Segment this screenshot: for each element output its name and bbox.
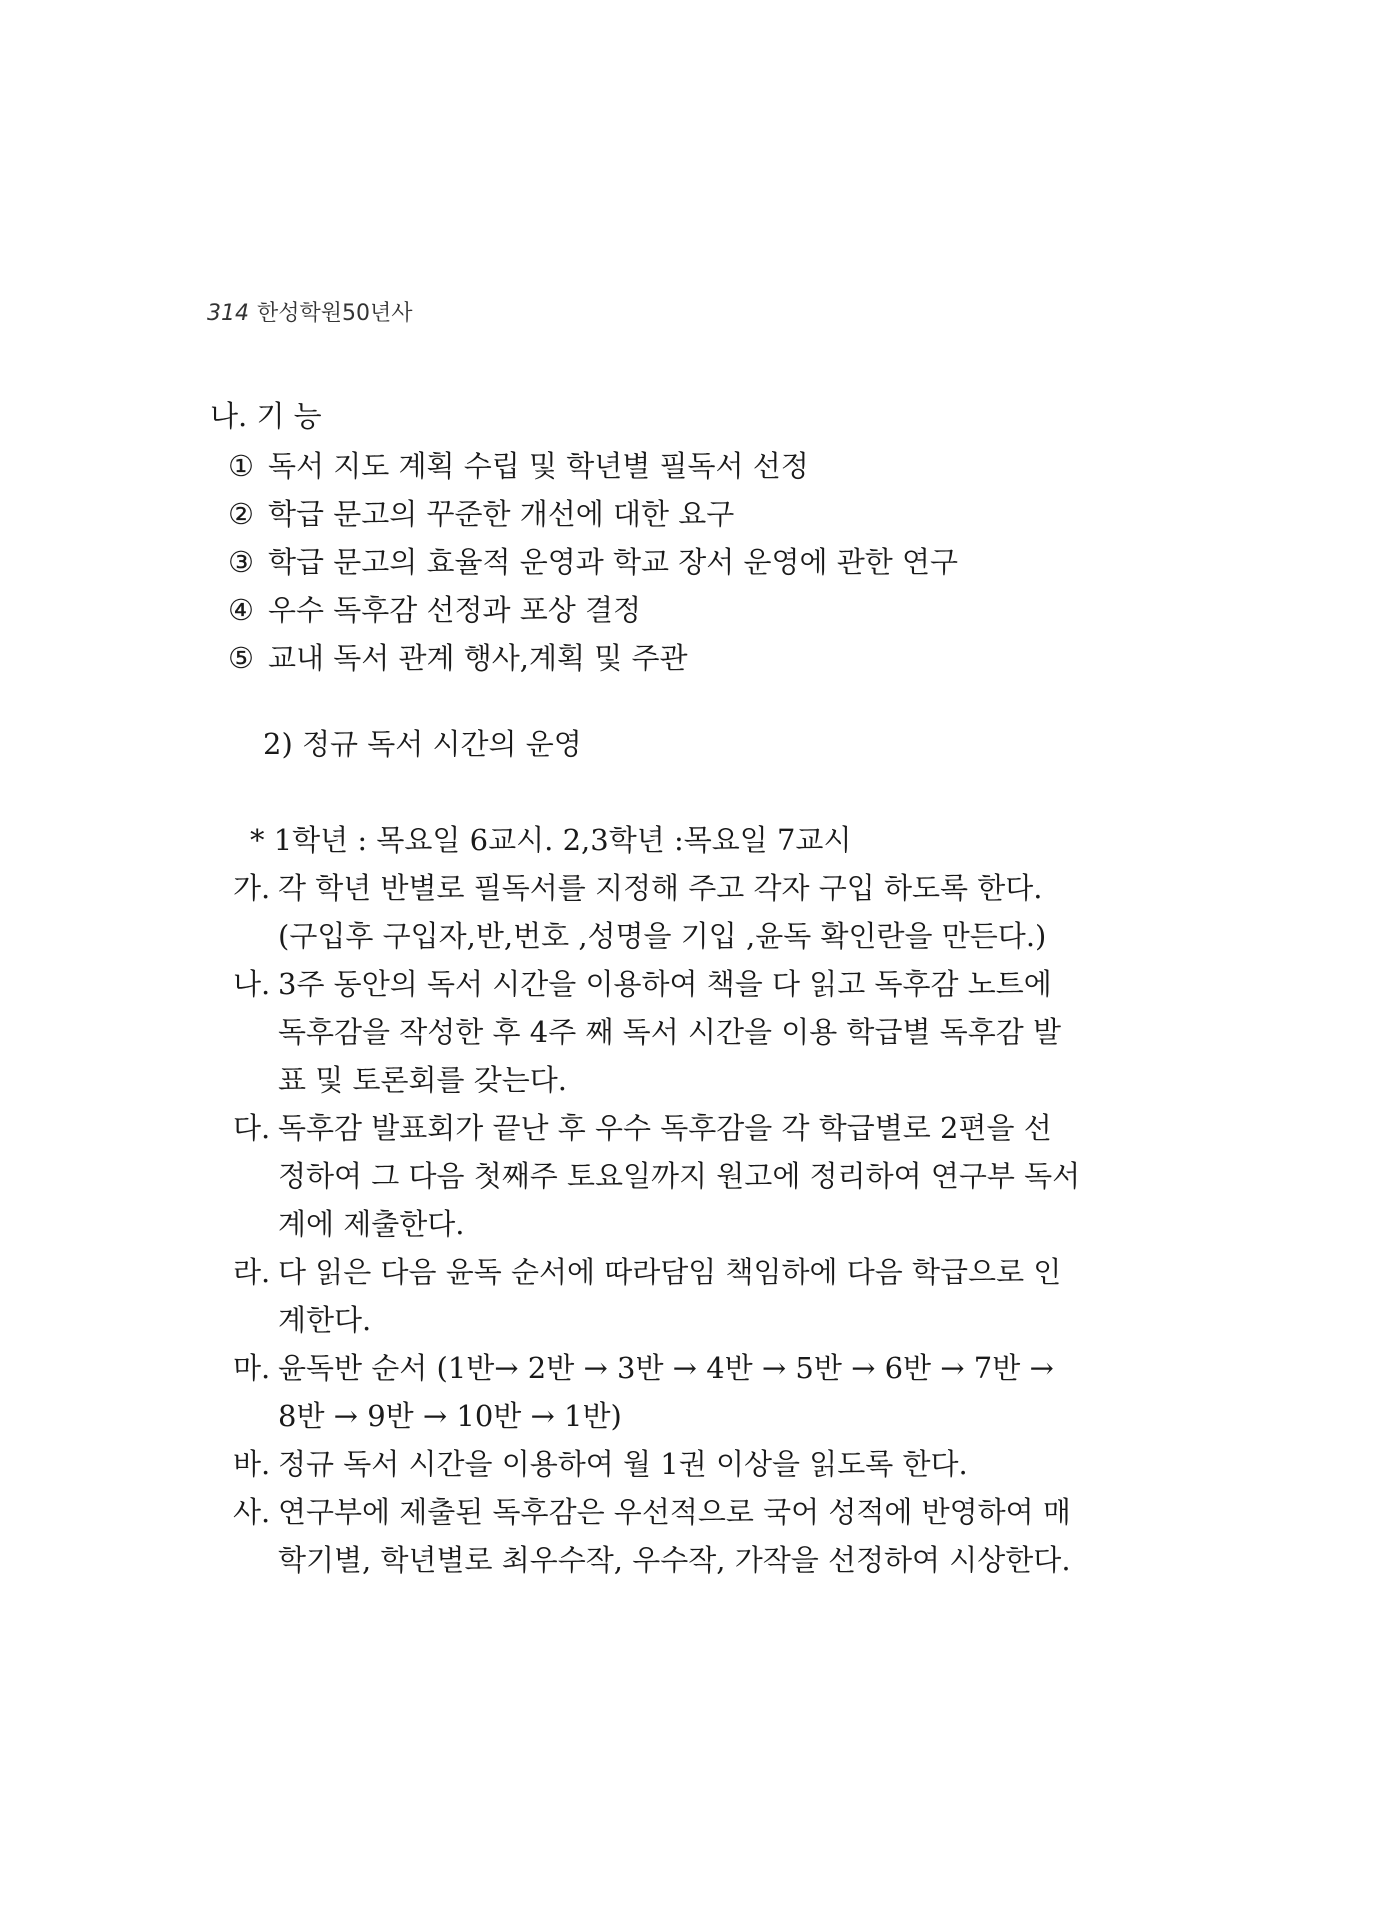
section-heading: 나. 기 능: [210, 399, 322, 433]
item-text: 독서 지도 계획 수립 및 학년별 필독서 선정: [268, 449, 809, 483]
paragraph-line: [233, 1252, 1061, 1292]
paragraph-line: (구입후 구입자,반,번호 ,성명을 기입 ,윤독 확인란을 만든다.): [278, 919, 1047, 953]
item-text: 우수 독후감 선정과 포상 결정: [268, 593, 642, 627]
paragraph-text: 독후감 발표회가 끝난 후 우수 독후감을 각 학급별로 2편을 선: [278, 1111, 1052, 1145]
book-title: 한성학원50년사: [257, 301, 413, 326]
paragraph-line: 8반 → 9반 → 10반 → 1반): [278, 1399, 622, 1433]
list-item: [228, 494, 734, 534]
paragraph-line: 계에 제출한다.: [278, 1207, 465, 1241]
item-number: ④: [228, 593, 254, 627]
running-header: [207, 296, 413, 327]
schedule-note: * 1학년 : 목요일 6교시. 2,3학년 :목요일 7교시: [250, 823, 852, 857]
paragraph-line: [233, 868, 1043, 908]
paragraph-line: [233, 1348, 1054, 1388]
paragraph-line: 표 및 토론회를 갖는다.: [278, 1063, 567, 1097]
paragraph-line: [233, 1492, 1071, 1532]
paragraph-text: 윤독반 순서 (1반→ 2반 → 3반 → 4반 → 5반 → 6반 → 7반 →: [278, 1351, 1054, 1385]
paragraph-mark: 나.: [233, 967, 271, 1001]
paragraph-text: 다 읽은 다음 윤독 순서에 따라담임 책임하에 다음 학급으로 인: [278, 1255, 1062, 1289]
paragraph-text: 3주 동안의 독서 시간을 이용하여 책을 다 읽고 독후감 노트에: [278, 967, 1052, 1001]
paragraph-line: 계한다.: [278, 1303, 372, 1337]
item-number: ⑤: [228, 641, 254, 675]
paragraph-mark: 사.: [233, 1495, 271, 1529]
paragraph-text: 각 학년 반별로 필독서를 지정해 주고 각자 구입 하도록 한다.: [278, 871, 1043, 905]
paragraph-line: [233, 1444, 968, 1484]
paragraph-mark: 마.: [233, 1351, 271, 1385]
item-text: 학급 문고의 꾸준한 개선에 대한 요구: [268, 497, 735, 531]
paragraph-mark: 다.: [233, 1111, 271, 1145]
item-number: ③: [228, 545, 254, 579]
item-number: ②: [228, 497, 254, 531]
paragraph-mark: 가.: [233, 871, 271, 905]
list-item: [228, 542, 958, 582]
paragraph-line: 독후감을 작성한 후 4주 째 독서 시간을 이용 학급별 독후감 발: [278, 1015, 1061, 1049]
paragraph-mark: 라.: [233, 1255, 271, 1289]
subsection-heading: 2) 정규 독서 시간의 운영: [263, 727, 582, 761]
item-number: ①: [228, 449, 254, 483]
paragraph-text: 연구부에 제출된 독후감은 우선적으로 국어 성적에 반영하여 매: [278, 1495, 1071, 1529]
paragraph-line: [233, 964, 1052, 1004]
paragraph-line: 학기별, 학년별로 최우수작, 우수작, 가작을 선정하여 시상한다.: [278, 1543, 1071, 1577]
paragraph-text: 정규 독서 시간을 이용하여 월 1권 이상을 읽도록 한다.: [278, 1447, 968, 1481]
item-text: 학급 문고의 효율적 운영과 학교 장서 운영에 관한 연구: [268, 545, 959, 579]
page-number: 314: [207, 301, 249, 326]
paragraph-line: [233, 1108, 1052, 1148]
list-item: [228, 590, 641, 630]
list-item: [228, 446, 809, 486]
list-item: [228, 638, 688, 678]
paragraph-line: 정하여 그 다음 첫째주 토요일까지 원고에 정리하여 연구부 독서: [278, 1159, 1081, 1193]
paragraph-mark: 바.: [233, 1447, 271, 1481]
item-text: 교내 독서 관계 행사,계획 및 주관: [268, 641, 688, 675]
